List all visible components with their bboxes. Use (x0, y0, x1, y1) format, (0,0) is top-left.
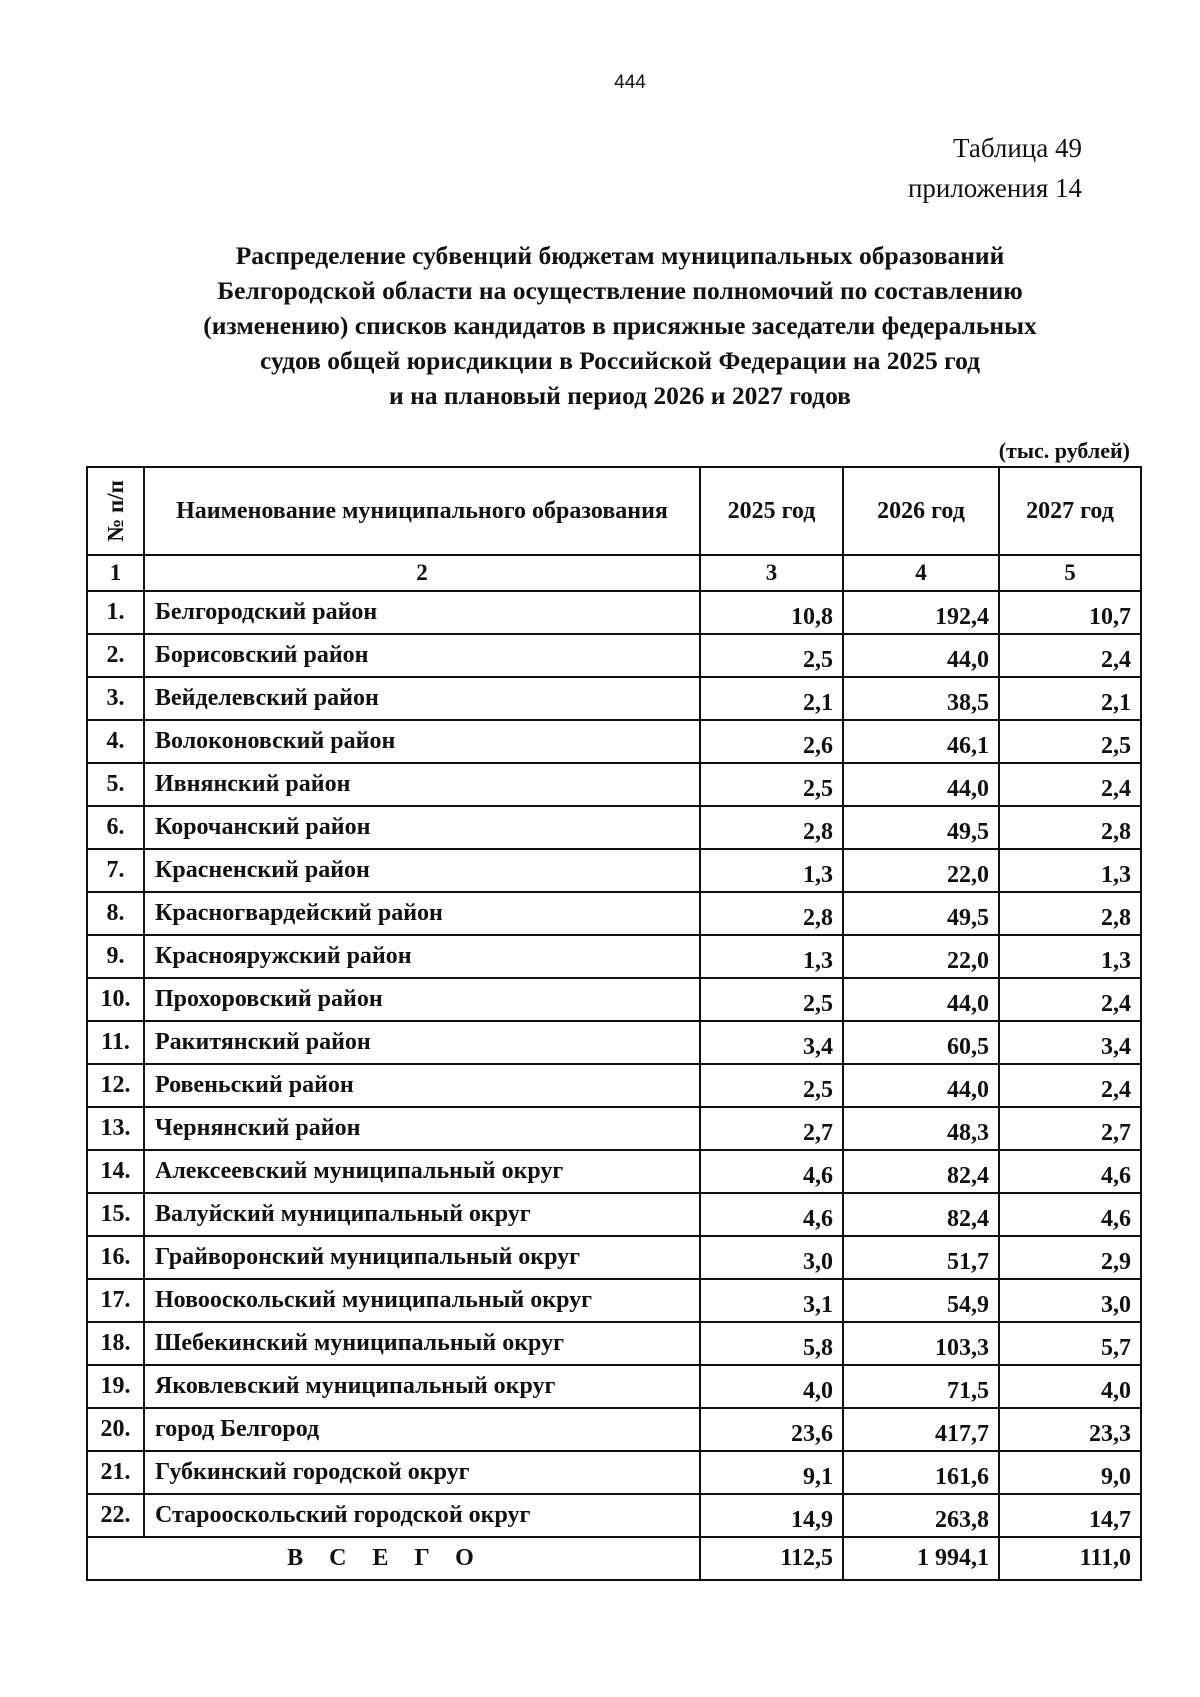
value-2025: 3,0 (700, 1236, 843, 1279)
title-line: судов общей юрисдикции в Российской Федерации на 2025 год (259, 346, 980, 375)
value-2027: 2,4 (999, 1064, 1141, 1107)
row-number: 9. (87, 935, 144, 978)
municipality-name: Валуйский муниципальный округ (144, 1193, 700, 1236)
value-2027: 2,5 (999, 720, 1141, 763)
value-2027: 4,6 (999, 1150, 1141, 1193)
value-2027: 3,4 (999, 1021, 1141, 1064)
value-2027: 2,7 (999, 1107, 1141, 1150)
value-2025: 2,5 (700, 634, 843, 677)
value-2025: 2,1 (700, 677, 843, 720)
row-number: 19. (87, 1365, 144, 1408)
value-2026: 263,8 (843, 1494, 999, 1537)
value-2026: 49,5 (843, 806, 999, 849)
municipality-name: Прохоровский район (144, 978, 700, 1021)
value-2027: 23,3 (999, 1408, 1141, 1451)
municipality-name: Грайворонский муниципальный округ (144, 1236, 700, 1279)
value-2026: 44,0 (843, 1064, 999, 1107)
municipality-name: Краснояружский район (144, 935, 700, 978)
row-number: 16. (87, 1236, 144, 1279)
value-2027: 1,3 (999, 849, 1141, 892)
row-number: 2. (87, 634, 144, 677)
value-2027: 2,4 (999, 763, 1141, 806)
value-2025: 10,8 (700, 591, 843, 634)
row-number: 10. (87, 978, 144, 1021)
value-2026: 49,5 (843, 892, 999, 935)
subventions-table (86, 466, 1142, 1581)
column-index: 2 (144, 555, 700, 591)
value-2025: 2,5 (700, 1064, 843, 1107)
municipality-name: Вейделевский район (144, 677, 700, 720)
value-2026: 82,4 (843, 1193, 999, 1236)
value-2026: 38,5 (843, 677, 999, 720)
table-row (87, 892, 1141, 935)
units-label: (тыс. рублей) (998, 438, 1130, 463)
column-index: 5 (999, 555, 1141, 591)
title-line: Распределение субвенций бюджетам муниципальных образований (235, 241, 1005, 270)
value-2026: 71,5 (843, 1365, 999, 1408)
page-number: 444 (614, 72, 646, 93)
header-name: Наименование муниципального образования (144, 467, 700, 555)
table-row (87, 1021, 1141, 1064)
row-number: 6. (87, 806, 144, 849)
value-2025: 4,0 (700, 1365, 843, 1408)
total-row (87, 1537, 1141, 1580)
value-2025: 14,9 (700, 1494, 843, 1537)
value-2027: 14,7 (999, 1494, 1141, 1537)
document-title (90, 238, 1150, 413)
table-body (87, 591, 1141, 1537)
municipality-name: город Белгород (144, 1408, 700, 1451)
value-2026: 46,1 (843, 720, 999, 763)
row-number: 15. (87, 1193, 144, 1236)
row-number: 3. (87, 677, 144, 720)
value-2025: 2,8 (700, 806, 843, 849)
value-2027: 2,8 (999, 806, 1141, 849)
value-2026: 54,9 (843, 1279, 999, 1322)
total-2026: 1 994,1 (843, 1537, 999, 1580)
row-number: 1. (87, 591, 144, 634)
table-row (87, 1451, 1141, 1494)
table-row (87, 806, 1141, 849)
value-2027: 2,1 (999, 677, 1141, 720)
value-2026: 44,0 (843, 634, 999, 677)
value-2025: 3,1 (700, 1279, 843, 1322)
total-2027: 111,0 (999, 1537, 1141, 1580)
municipality-name: Ровеньский район (144, 1064, 700, 1107)
municipality-name: Алексеевский муниципальный округ (144, 1150, 700, 1193)
value-2027: 1,3 (999, 935, 1141, 978)
municipality-name: Корочанский район (144, 806, 700, 849)
value-2026: 192,4 (843, 591, 999, 634)
table-row (87, 1193, 1141, 1236)
value-2026: 82,4 (843, 1150, 999, 1193)
value-2025: 2,8 (700, 892, 843, 935)
value-2025: 23,6 (700, 1408, 843, 1451)
total-label: ВСЕГО (87, 1537, 700, 1580)
table-reference (908, 128, 1082, 208)
column-index: 4 (843, 555, 999, 591)
row-number: 20. (87, 1408, 144, 1451)
value-2025: 2,5 (700, 763, 843, 806)
column-index-row (87, 555, 1141, 591)
value-2025: 9,1 (700, 1451, 843, 1494)
value-2025: 3,4 (700, 1021, 843, 1064)
row-number: 12. (87, 1064, 144, 1107)
value-2026: 44,0 (843, 763, 999, 806)
municipality-name: Ивнянский район (144, 763, 700, 806)
value-2027: 10,7 (999, 591, 1141, 634)
table-row (87, 763, 1141, 806)
row-number: 7. (87, 849, 144, 892)
value-2026: 161,6 (843, 1451, 999, 1494)
table-row (87, 1494, 1141, 1537)
total-2025: 112,5 (700, 1537, 843, 1580)
title-line: Белгородской области на осуществление полномочий по составлению (217, 276, 1023, 305)
municipality-name: Старооскольский городской округ (144, 1494, 700, 1537)
municipality-name: Красненский район (144, 849, 700, 892)
title-line: (изменению) списков кандидатов в присяжные заседатели федеральных (203, 311, 1037, 340)
value-2027: 4,0 (999, 1365, 1141, 1408)
value-2027: 3,0 (999, 1279, 1141, 1322)
table-row (87, 1064, 1141, 1107)
value-2026: 417,7 (843, 1408, 999, 1451)
value-2027: 5,7 (999, 1322, 1141, 1365)
value-2027: 2,4 (999, 634, 1141, 677)
value-2025: 4,6 (700, 1150, 843, 1193)
value-2025: 1,3 (700, 849, 843, 892)
table-row (87, 1365, 1141, 1408)
municipality-name: Ракитянский район (144, 1021, 700, 1064)
value-2026: 22,0 (843, 849, 999, 892)
table-reference-line-2: приложения 14 (907, 173, 1082, 203)
header-number-label: № п/п (102, 480, 128, 542)
value-2027: 2,8 (999, 892, 1141, 935)
municipality-name: Чернянский район (144, 1107, 700, 1150)
table-row (87, 1107, 1141, 1150)
value-2027: 2,9 (999, 1236, 1141, 1279)
value-2026: 44,0 (843, 978, 999, 1021)
table-row (87, 1236, 1141, 1279)
value-2025: 2,6 (700, 720, 843, 763)
row-number: 8. (87, 892, 144, 935)
municipality-name: Волоконовский район (144, 720, 700, 763)
table-row (87, 1279, 1141, 1322)
header-2027: 2027 год (999, 467, 1141, 555)
municipality-name: Белгородский район (144, 591, 700, 634)
municipality-name: Красногвардейский район (144, 892, 700, 935)
value-2025: 1,3 (700, 935, 843, 978)
table-reference-line-1: Таблица 49 (953, 133, 1082, 163)
table-row (87, 720, 1141, 763)
value-2026: 60,5 (843, 1021, 999, 1064)
value-2025: 2,7 (700, 1107, 843, 1150)
row-number: 18. (87, 1322, 144, 1365)
row-number: 11. (87, 1021, 144, 1064)
value-2025: 5,8 (700, 1322, 843, 1365)
row-number: 13. (87, 1107, 144, 1150)
value-2025: 2,5 (700, 978, 843, 1021)
value-2026: 48,3 (843, 1107, 999, 1150)
header-2026: 2026 год (843, 467, 999, 555)
value-2026: 103,3 (843, 1322, 999, 1365)
table-row (87, 935, 1141, 978)
table-row (87, 591, 1141, 634)
municipality-name: Шебекинский муниципальный округ (144, 1322, 700, 1365)
table-row (87, 849, 1141, 892)
header-number (87, 467, 144, 555)
header-2025: 2025 год (700, 467, 843, 555)
value-2027: 9,0 (999, 1451, 1141, 1494)
table-row (87, 677, 1141, 720)
value-2026: 51,7 (843, 1236, 999, 1279)
row-number: 21. (87, 1451, 144, 1494)
row-number: 17. (87, 1279, 144, 1322)
value-2027: 4,6 (999, 1193, 1141, 1236)
municipality-name: Борисовский район (144, 634, 700, 677)
title-line: и на плановый период 2026 и 2027 годов (389, 381, 851, 410)
row-number: 22. (87, 1494, 144, 1537)
municipality-name: Новооскольский муниципальный округ (144, 1279, 700, 1322)
table-row (87, 978, 1141, 1021)
row-number: 5. (87, 763, 144, 806)
value-2026: 22,0 (843, 935, 999, 978)
table-row (87, 1150, 1141, 1193)
column-index: 3 (700, 555, 843, 591)
value-2027: 2,4 (999, 978, 1141, 1021)
table-row (87, 634, 1141, 677)
row-number: 4. (87, 720, 144, 763)
table-header-row (87, 467, 1141, 555)
municipality-name: Яковлевский муниципальный округ (144, 1365, 700, 1408)
municipality-name: Губкинский городской округ (144, 1451, 700, 1494)
value-2025: 4,6 (700, 1193, 843, 1236)
column-index: 1 (87, 555, 144, 591)
table-row (87, 1322, 1141, 1365)
row-number: 14. (87, 1150, 144, 1193)
table-row (87, 1408, 1141, 1451)
